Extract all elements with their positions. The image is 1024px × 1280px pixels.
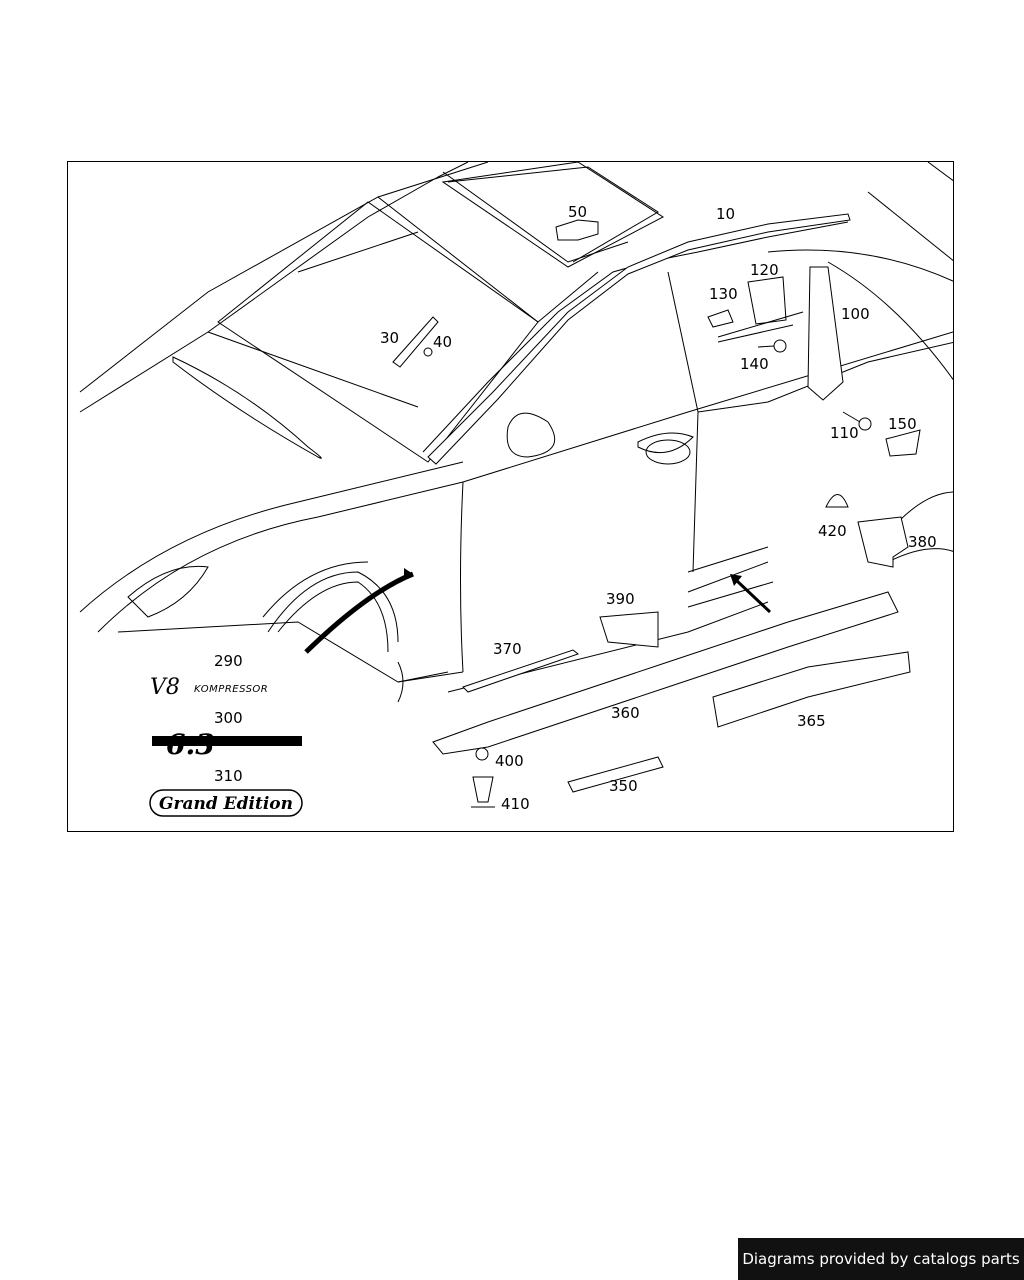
bolt-140 (774, 340, 786, 352)
label-150: 150 (888, 415, 917, 433)
label-410: 410 (501, 795, 530, 813)
clip-50 (556, 220, 598, 240)
clip-400 (476, 748, 488, 760)
label-120: 120 (750, 261, 779, 279)
bracket-120 (748, 277, 786, 324)
label-310: 310 (214, 767, 243, 785)
roof-strip-10 (428, 214, 850, 464)
badge-kompressor-text: KOMPRESSOR (194, 684, 269, 695)
pillar-trim-100 (808, 267, 843, 400)
clip-420 (826, 495, 848, 508)
badge-amg-text: 6.3 (166, 728, 215, 761)
label-50: 50 (568, 203, 588, 221)
badge-v8-kompressor (150, 675, 268, 700)
part-150 (886, 430, 920, 456)
label-290: 290 (214, 652, 243, 670)
label-30: 30 (380, 329, 400, 347)
direction-arrows (306, 568, 770, 652)
label-350: 350 (609, 777, 638, 795)
parts-diagram (68, 162, 954, 832)
label-390: 390 (606, 590, 635, 608)
emblem-30 (393, 317, 438, 367)
label-360: 360 (611, 704, 640, 722)
label-100: 100 (841, 305, 870, 323)
label-370: 370 (493, 640, 522, 658)
label-110: 110 (830, 424, 859, 442)
label-130: 130 (709, 285, 738, 303)
label-10: 10 (716, 205, 736, 223)
bracket-380 (858, 517, 908, 567)
label-140: 140 (740, 355, 769, 373)
label-420: 420 (818, 522, 847, 540)
badge-amg (152, 728, 302, 761)
label-300: 300 (214, 709, 243, 727)
badge-grand-edition (150, 790, 302, 816)
part-390 (600, 612, 658, 647)
parts-illustrations (393, 214, 920, 807)
footer-credit-bar (738, 1238, 1024, 1280)
label-400: 400 (495, 752, 524, 770)
parts-diagram-frame (67, 161, 954, 832)
label-40: 40 (433, 333, 453, 351)
part-130 (708, 310, 733, 327)
footer-credit-text: Diagrams provided by catalogs parts (742, 1250, 1020, 1268)
label-380: 380 (908, 533, 937, 551)
pin-40 (424, 348, 432, 356)
screw-110 (859, 418, 871, 430)
badge-grand-edition-text: Grand Edition (159, 794, 293, 814)
label-365: 365 (797, 712, 826, 730)
clip-410 (473, 777, 493, 802)
badge-v8-text: V8 (150, 675, 180, 700)
